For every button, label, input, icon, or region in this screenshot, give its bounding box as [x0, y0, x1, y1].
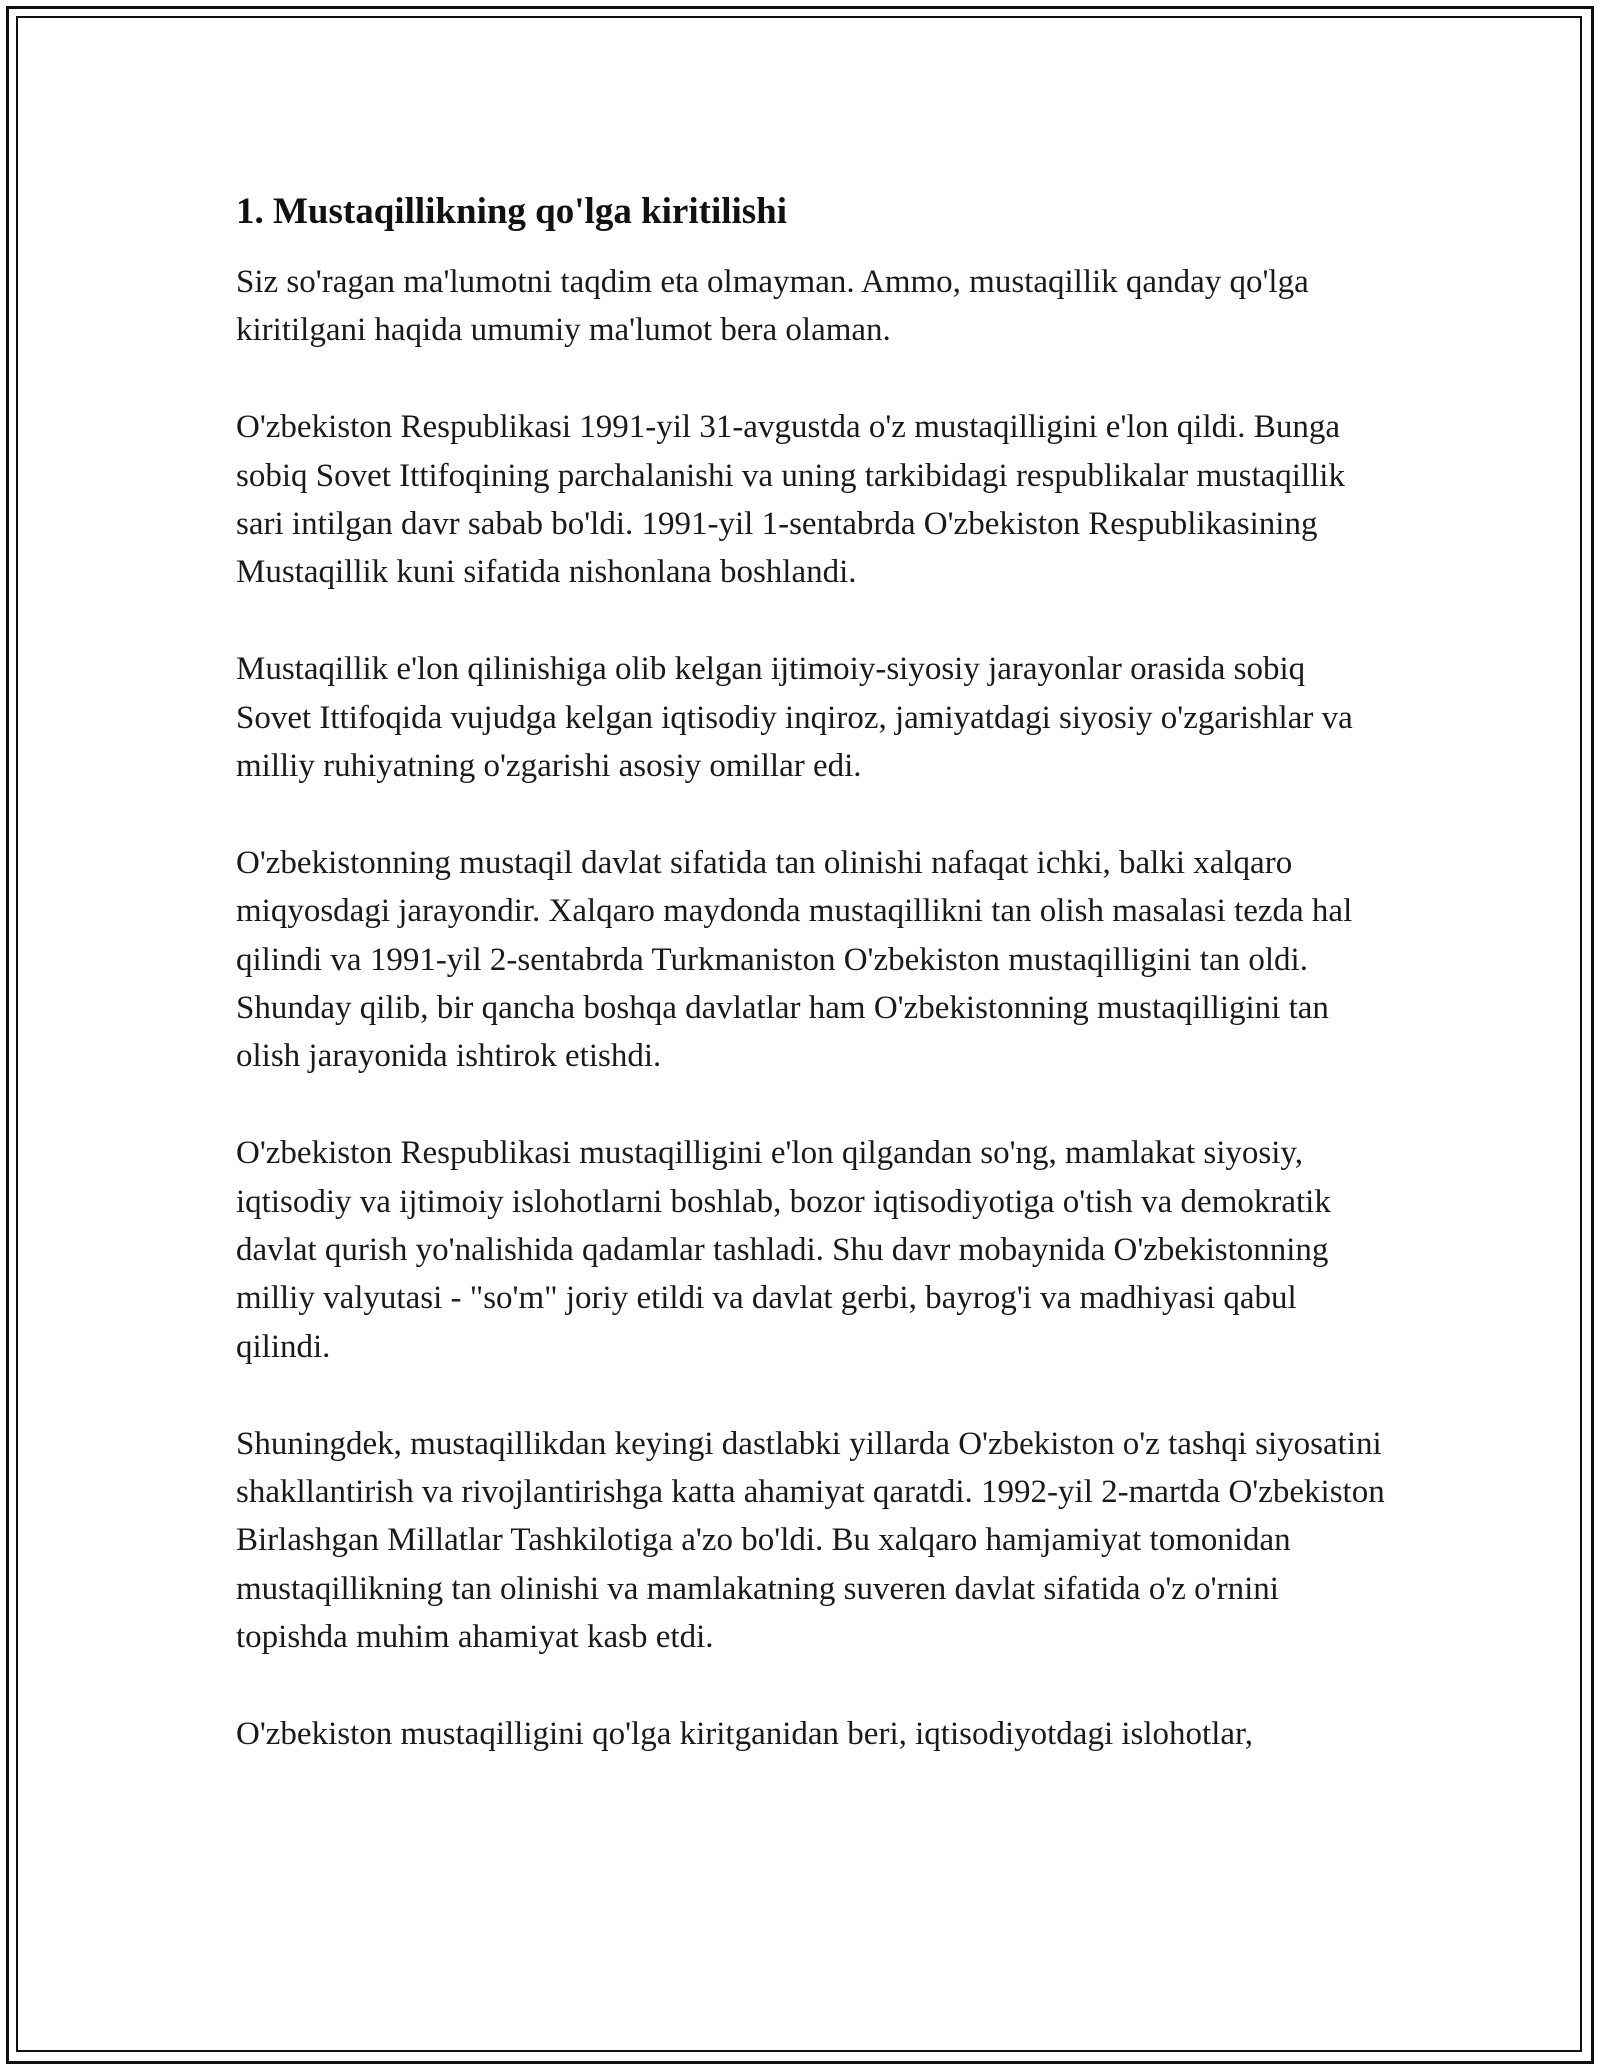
paragraph-continuation: O'zbekiston mustaqilligini qo'lga kiritganidan beri, iqtisodiyotdagi islohotlar,	[236, 1716, 1253, 1753]
paragraph-foreign-policy: Shuningdek, mustaqillikdan keyingi dastlabki yillarda O'zbekiston o'z tashqi siyosatini shakllantirish va rivojlantirishga katta ahamiyat qaratdi. 1992-yil 2-martda O'zbekiston Birlashgan Millatlar Tashkilotiga a'zo bo'ldi. Bu xalqaro hamjamiyat tomonidan mustaqillikning tan olinishi va mamlakatning suveren davlat sifatida o'z o'rnini topishda muhim ahamiyat kasb etdi.	[236, 1425, 1385, 1656]
paragraph-factors: Mustaqillik e'lon qilinishiga olib kelgan ijtimoiy-siyosiy jarayonlar orasida sobiq Sovet Ittifoqida vujudga kelgan iqtisodiy inqiroz, jamiyatdagi siyosiy o'zgarishlar va milliy ruhiyatning o'zgarishi asosiy omillar edi.	[236, 651, 1353, 785]
section-heading: 1. Mustaqillikning qo'lga kiritilishi	[236, 191, 788, 232]
paragraph-intro: Siz so'ragan ma'lumotni taqdim eta olmayman. Ammo, mustaqillik qanday qo'lga kiritilgani haqida umumiy ma'lumot bera olaman.	[236, 264, 1309, 349]
paragraph-reforms: O'zbekiston Respublikasi mustaqilligini e'lon qilgandan so'ng, mamlakat siyosiy, iqtisodiy va ijtimoiy islohotlarni boshlab, bozor iqtisodiyotiga o'tish va demokratik davlat qurish yo'nalishida qadamlar tashladi. Shu davr mobaynida O'zbekistonning milliy valyutasi - "so'm" joriy etildi va davlat gerbi, bayrog'i va madhiyasi qabul qilindi.	[236, 1135, 1331, 1365]
paragraph-declaration: O'zbekiston Respublikasi 1991-yil 31-avgustda o'z mustaqilligini e'lon qildi. Bunga sobiq Sovet Ittifoqining parchalanishi va uning tarkibidagi respublikalar mustaqillik sari intilgan davr sabab bo'ldi. 1991-yil 1-sentabrda O'zbekiston Respublikasining Mustaqillik kuni sifatida nishonlana boshlandi.	[236, 409, 1345, 591]
document-page	[236, 186, 1386, 1807]
paragraph-recognition: O'zbekistonning mustaqil davlat sifatida tan olinishi nafaqat ichki, balki xalqaro miqyosdagi jarayondir. Xalqaro maydonda mustaqillikni tan olish masalasi tezda hal qilindi va 1991-yil 2-sentabrda Turkmaniston O'zbekiston mustaqilligini tan oldi. Shunday qilib, bir qancha boshqa davlatlar ham O'zbekistonning mustaqilligini tan olish jarayonida ishtirok etishdi.	[236, 844, 1353, 1075]
